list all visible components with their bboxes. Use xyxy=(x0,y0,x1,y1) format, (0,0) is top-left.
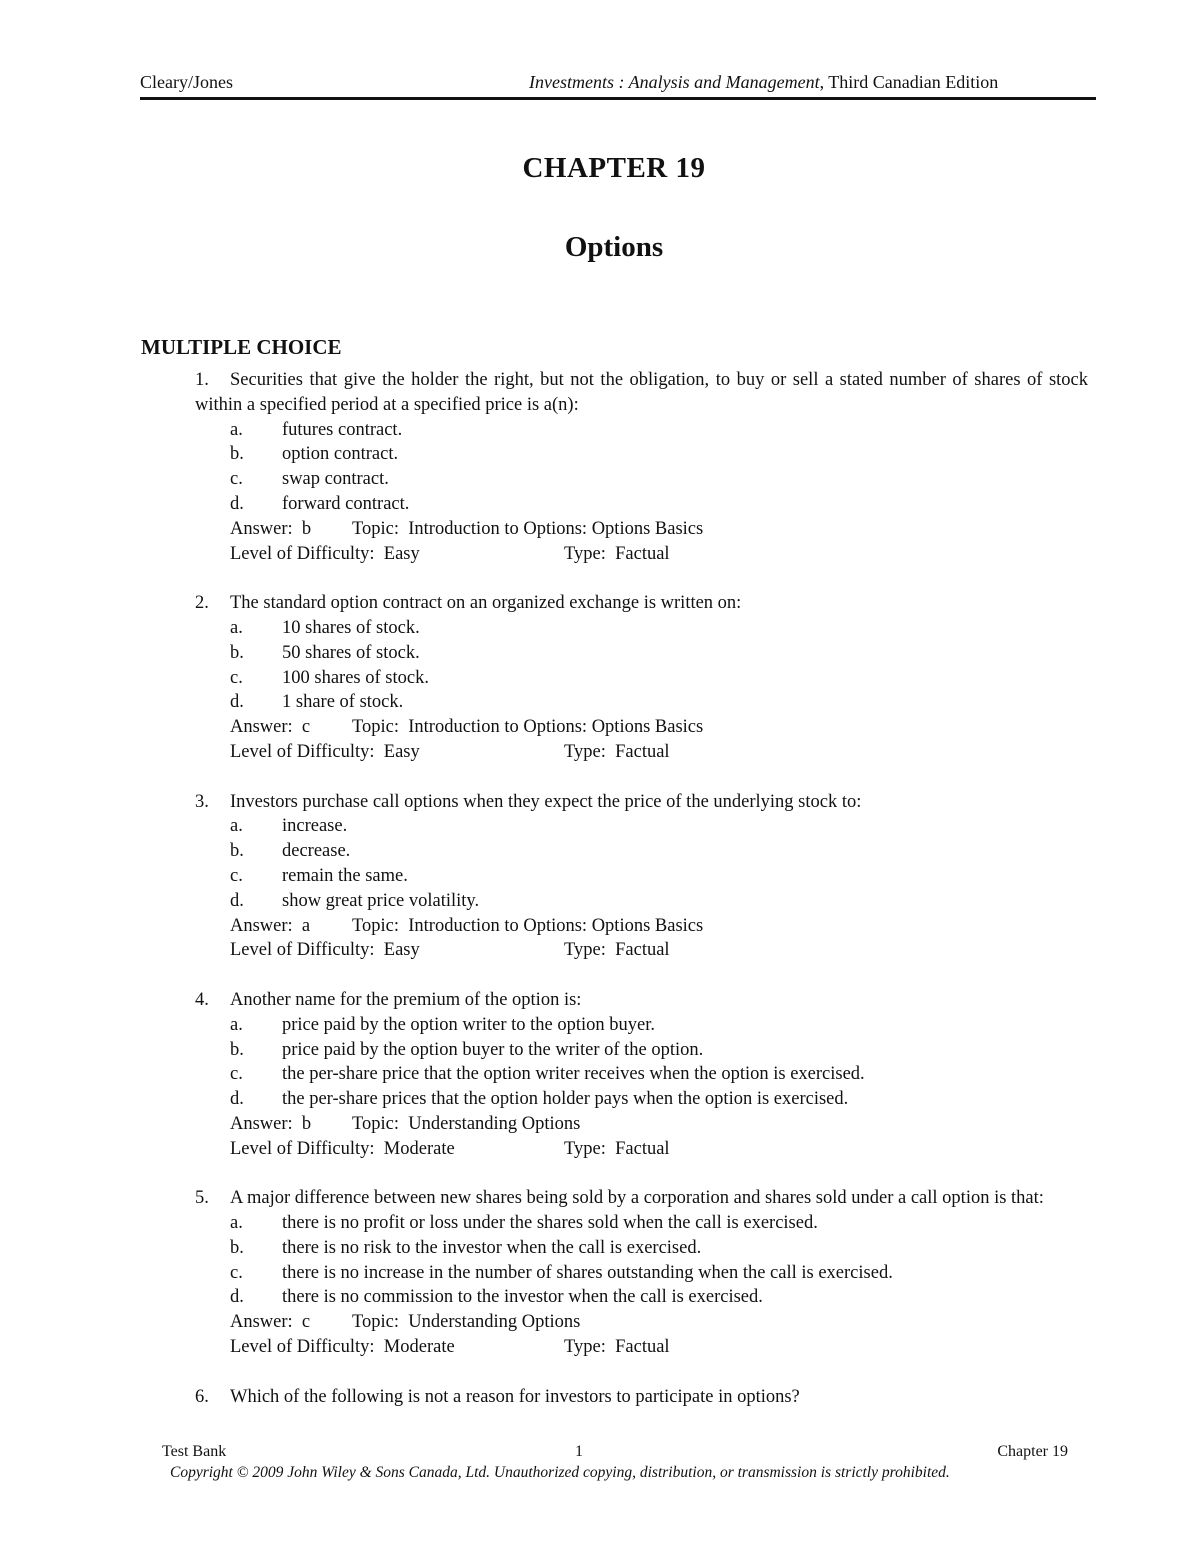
difficulty-type-line xyxy=(195,938,1088,963)
choice-letter: c. xyxy=(230,667,243,688)
choice-text: 50 shares of stock. xyxy=(282,642,420,663)
choice-letter: a. xyxy=(230,1014,243,1035)
choice-letter: b. xyxy=(230,444,244,465)
answer-choice xyxy=(195,814,1088,839)
choice-list xyxy=(195,1013,1088,1112)
header-book-title-italic: Investments : Analysis and Management xyxy=(529,72,820,92)
choice-text: show great price volatility. xyxy=(282,890,480,911)
choice-letter: c. xyxy=(230,1064,243,1085)
difficulty-type-line xyxy=(195,1335,1088,1360)
type-label: Type: Factual xyxy=(564,741,670,762)
choice-text: forward contract. xyxy=(282,493,410,514)
answer-choice xyxy=(195,864,1088,889)
choice-list xyxy=(195,814,1088,913)
choice-letter: d. xyxy=(230,493,244,514)
choice-text: 10 shares of stock. xyxy=(282,617,420,638)
header-authors: Cleary/Jones xyxy=(140,72,233,92)
choice-letter: a. xyxy=(230,1213,243,1234)
section-title: MULTIPLE CHOICE xyxy=(141,335,342,359)
choice-text: there is no commission to the investor when the call is exercised. xyxy=(282,1287,763,1308)
answer-choice xyxy=(195,666,1088,691)
choice-text: 100 shares of stock. xyxy=(282,667,429,688)
choice-text: remain the same. xyxy=(282,865,408,886)
question-number: 3. xyxy=(195,791,209,812)
answer-choice xyxy=(195,492,1088,517)
footer-right: Chapter 19 xyxy=(997,1443,1068,1460)
choice-text: option contract. xyxy=(282,444,399,465)
question-number: 6. xyxy=(195,1386,209,1407)
question-text: Investors purchase call options when they expect the price of the underlying stock to: xyxy=(230,791,862,812)
answer-choice xyxy=(195,418,1088,443)
choice-text: swap contract. xyxy=(282,469,389,490)
answer-choice xyxy=(195,1211,1088,1236)
type-label: Type: Factual xyxy=(564,940,670,961)
type-label: Type: Factual xyxy=(564,1337,670,1358)
answer-choice xyxy=(195,616,1088,641)
topic-label: Topic: Introduction to Options: Options Basics xyxy=(352,717,704,738)
answer-choice xyxy=(195,1062,1088,1087)
answer-key: Answer: a xyxy=(230,915,311,936)
question-item xyxy=(195,368,1088,566)
answer-key: Answer: b xyxy=(230,518,312,539)
question-number: 5. xyxy=(195,1188,209,1209)
answer-choice xyxy=(195,1261,1088,1286)
answer-choice xyxy=(195,442,1088,467)
question-stem xyxy=(195,988,1088,1013)
header-rule xyxy=(140,97,1096,100)
answer-choice xyxy=(195,889,1088,914)
page-number: 1 xyxy=(575,1443,583,1460)
question-text: Securities that give the holder the right, but not the obligation, to buy or sell a stated number of shares of stock within a specified period at a specified price is a(n): xyxy=(195,370,1088,415)
difficulty-label: Level of Difficulty: Easy xyxy=(230,543,420,564)
choice-letter: b. xyxy=(230,1237,244,1258)
question-text: A major difference between new shares being sold by a corporation and shares sold under a call option is that: xyxy=(230,1188,1044,1209)
difficulty-label: Level of Difficulty: Easy xyxy=(230,741,420,762)
question-number: 1. xyxy=(195,370,209,390)
chapter-title: CHAPTER 19 xyxy=(522,152,706,184)
choice-letter: b. xyxy=(230,1039,244,1060)
choice-list xyxy=(195,616,1088,715)
choice-text: decrease. xyxy=(282,841,351,862)
answer-choice xyxy=(195,1285,1088,1310)
choice-text: the per-share price that the option writer receives when the option is exercised. xyxy=(282,1064,865,1085)
question-item xyxy=(195,988,1088,1162)
answer-topic-line xyxy=(195,715,1088,740)
question-stem xyxy=(195,1186,1088,1211)
answer-topic-line xyxy=(195,517,1088,542)
answer-choice xyxy=(195,1236,1088,1261)
choice-letter: a. xyxy=(230,419,243,440)
question-stem xyxy=(195,1385,1088,1410)
choice-text: increase. xyxy=(282,816,348,837)
question-item xyxy=(195,790,1088,964)
topic-label: Topic: Introduction to Options: Options Basics xyxy=(352,915,704,936)
question-stem xyxy=(195,790,1088,815)
topic-label: Topic: Understanding Options xyxy=(352,1113,581,1134)
question-list xyxy=(195,368,1088,1409)
answer-choice xyxy=(195,1087,1088,1112)
choice-text: 1 share of stock. xyxy=(282,692,404,713)
answer-choice xyxy=(195,1013,1088,1038)
choice-text: price paid by the option writer to the option buyer. xyxy=(282,1014,655,1035)
copyright-notice: Copyright © 2009 John Wiley & Sons Canada, Ltd. Unauthorized copying, distribution, or transmission is strictly prohibited. xyxy=(170,1464,950,1481)
answer-choice xyxy=(195,641,1088,666)
answer-topic-line xyxy=(195,914,1088,939)
choice-text: there is no increase in the number of shares outstanding when the call is exercised. xyxy=(282,1262,893,1283)
choice-text: futures contract. xyxy=(282,419,403,440)
choice-letter: a. xyxy=(230,617,243,638)
choice-list xyxy=(195,418,1088,517)
topic-label: Topic: Introduction to Options: Options Basics xyxy=(352,518,704,539)
answer-key: Answer: c xyxy=(230,1312,311,1333)
answer-choice xyxy=(195,839,1088,864)
choice-letter: d. xyxy=(230,692,244,713)
choice-text: there is no profit or loss under the shares sold when the call is exercised. xyxy=(282,1213,818,1234)
question-stem xyxy=(195,591,1088,616)
topic-label: Topic: Understanding Options xyxy=(352,1312,581,1333)
question-text: Which of the following is not a reason for investors to participate in options? xyxy=(230,1386,800,1407)
choice-letter: a. xyxy=(230,816,243,837)
choice-text: there is no risk to the investor when the call is exercised. xyxy=(282,1237,702,1258)
difficulty-type-line xyxy=(195,740,1088,765)
answer-choice xyxy=(195,467,1088,492)
choice-text: price paid by the option buyer to the writer of the option. xyxy=(282,1039,704,1060)
type-label: Type: Factual xyxy=(564,1138,670,1159)
answer-topic-line xyxy=(195,1112,1088,1137)
choice-letter: b. xyxy=(230,841,244,862)
difficulty-label: Level of Difficulty: Moderate xyxy=(230,1138,455,1159)
header-book-title xyxy=(529,72,998,93)
difficulty-type-line xyxy=(195,542,1088,567)
answer-key: Answer: c xyxy=(230,717,311,738)
question-number: 2. xyxy=(195,593,209,614)
difficulty-type-line xyxy=(195,1137,1088,1162)
difficulty-label: Level of Difficulty: Easy xyxy=(230,940,420,961)
running-header xyxy=(140,70,1096,98)
choice-letter: d. xyxy=(230,1089,244,1110)
chapter-subtitle: Options xyxy=(564,231,664,263)
choice-letter: d. xyxy=(230,1287,244,1308)
choice-letter: c. xyxy=(230,1262,243,1283)
difficulty-label: Level of Difficulty: Moderate xyxy=(230,1337,455,1358)
header-book-edition: , Third Canadian Edition xyxy=(819,72,999,92)
question-item xyxy=(195,591,1088,765)
question-number: 4. xyxy=(195,989,209,1010)
choice-text: the per-share prices that the option holder pays when the option is exercised. xyxy=(282,1089,849,1110)
choice-letter: d. xyxy=(230,890,244,911)
question-text: Another name for the premium of the option is: xyxy=(230,989,582,1010)
choice-letter: b. xyxy=(230,642,244,663)
answer-choice xyxy=(195,690,1088,715)
choice-letter: c. xyxy=(230,865,243,886)
question-stem xyxy=(195,368,1088,418)
footer-left: Test Bank xyxy=(162,1443,227,1460)
answer-topic-line xyxy=(195,1310,1088,1335)
question-text: The standard option contract on an organized exchange is written on: xyxy=(230,593,742,614)
type-label: Type: Factual xyxy=(564,543,670,564)
answer-key: Answer: b xyxy=(230,1113,312,1134)
choice-list xyxy=(195,1211,1088,1310)
answer-choice xyxy=(195,1038,1088,1063)
question-item xyxy=(195,1186,1088,1360)
choice-letter: c. xyxy=(230,469,243,490)
